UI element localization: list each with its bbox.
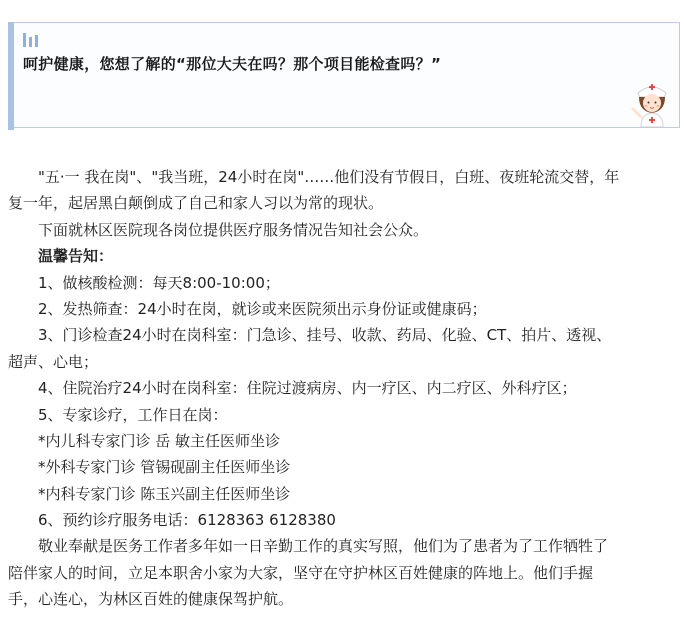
paragraph-closing-line1: 敬业奉献是医务工作者多年如一日辛勤工作的真实写照，他们为了患者为了工作牺牲了 xyxy=(38,537,609,556)
nurse-icon xyxy=(629,79,675,127)
notice-item-6: 6、预约诊疗服务电话：6128363 6128380 xyxy=(38,511,336,530)
article-body xyxy=(8,164,680,613)
paragraph-intro-line2: 复一年，起居黑白颠倒成了自己和家人习以为常的现状。 xyxy=(8,194,384,213)
notice-item-5: 5、专家诊疗，工作日在岗： xyxy=(38,405,228,424)
notice-item-2: 2、发热筛查：24小时在岗，就诊或来医院须出示身份证或健康码； xyxy=(38,299,487,318)
notice-item-1: 1、做核酸检测：每天8:00-10:00； xyxy=(38,273,280,292)
banner-title: 呵护健康，您想了解的“那位大夫在吗？那个项目能检查吗？” xyxy=(23,55,442,73)
paragraph-notice-intro: 下面就林区医院现各岗位提供医疗服务情况告知社会公众。 xyxy=(38,220,429,239)
notice-heading: 温馨告知： xyxy=(38,247,114,266)
header-banner xyxy=(8,22,680,128)
bars-icon xyxy=(23,33,45,47)
paragraph-closing-line2: 陪伴家人的时间，立足本职舍小家为大家，坚守在守护林区百姓健康的阵地上。他们手握 xyxy=(8,563,594,582)
notice-item-4: 4、住院治疗24小时在岗科室：住院过渡病房、内一疗区、内二疗区、外科疗区； xyxy=(38,379,577,398)
paragraph-intro-line1 xyxy=(8,164,680,190)
expert-clinic-1: *内儿科专家门诊 岳 敏主任医师坐诊 xyxy=(38,431,281,450)
paragraph-closing-line3: 手，心连心，为林区百姓的健康保驾护航。 xyxy=(8,590,294,609)
banner-accent-bar xyxy=(8,22,14,130)
notice-item-3-line1: 3、门诊检查24小时在岗科室：门急诊、挂号、收款、药局、化验、CT、拍片、透视、 xyxy=(38,326,612,345)
notice-item-3-line2: 超声、心电； xyxy=(8,352,99,371)
expert-clinic-2: *外科专家门诊 管锡砚副主任医师坐诊 xyxy=(38,458,291,477)
paragraph-intro-text1: "五·一 我在岗"、"我当班，24小时在岗"……他们没有节假日，白班、夜班轮流交替，年 xyxy=(38,168,620,186)
expert-clinic-3: *内科专家门诊 陈玉兴副主任医师坐诊 xyxy=(38,484,291,503)
